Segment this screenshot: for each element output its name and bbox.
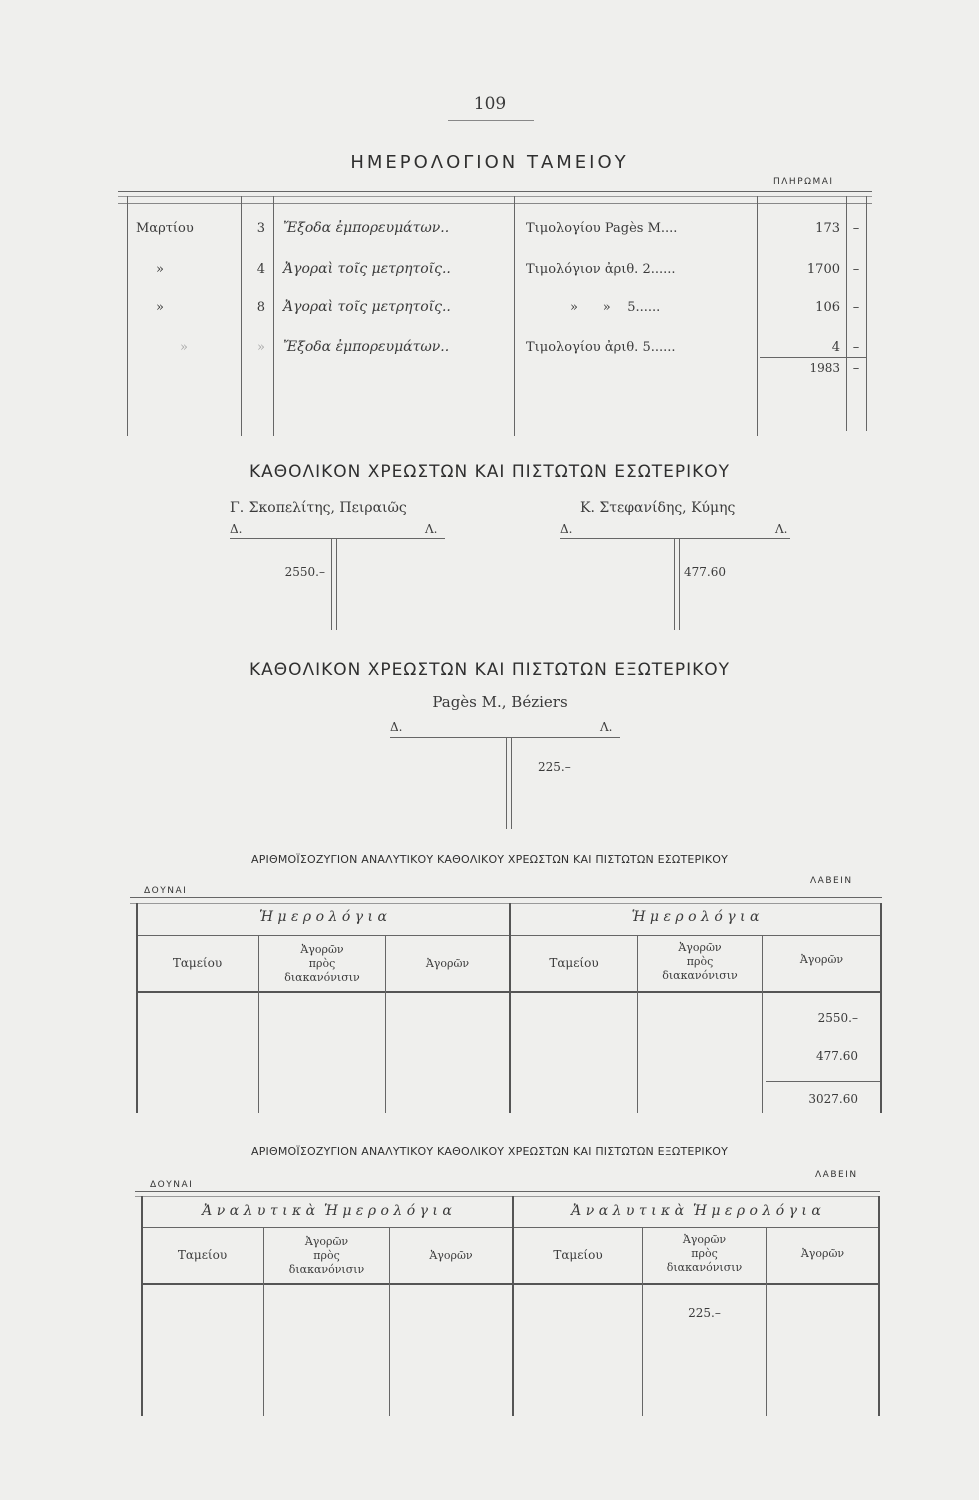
row-amount: 173: [815, 221, 840, 236]
row-amount: 106: [815, 300, 840, 315]
journal-total: 1983: [809, 361, 840, 375]
col-purchases-line3: διακανόνισιν: [284, 971, 360, 984]
account-value: 2550.–: [284, 565, 325, 579]
trial-domestic-title: ΑΡΙΘΜΟΪΣΟΖΥΓΙΟΝ ΑΝΑΛΥΤΙΚΟΥ ΚΑΘΟΛΙΚΟΥ ΧΡΕΩΣΤΩΝ ΚΑΙ ΠΙΣΤΩΤΩΝ ΕΣΩΤΕΡΙΚΟΥ: [250, 853, 729, 866]
col-purchases-line3-right: διακανόνισιν: [666, 1261, 743, 1274]
account-name: Γ. Σκοπελίτης, Πειραιῶς: [230, 500, 407, 516]
col-purchases-line2: πρὸς: [308, 957, 336, 970]
col-purchases-line3-right: διακανόνισιν: [662, 969, 738, 982]
account-value: 477.60: [684, 565, 726, 579]
row-cents: –: [852, 221, 860, 236]
row-month: »: [156, 262, 164, 277]
col-purchases-line2-right: πρὸς: [686, 955, 714, 968]
row-description: » » 5......: [570, 300, 661, 315]
journal-top-rule: [118, 191, 872, 192]
row-day: 8: [256, 300, 265, 315]
col-cash-right: Ταμείου: [549, 956, 599, 970]
row-cents: –: [852, 300, 860, 315]
row-account: Ἀγοραὶ τοῖς μετρητοῖς..: [283, 299, 451, 315]
col-cash: Ταμείου: [172, 956, 223, 970]
debit-label: Δ.: [390, 720, 403, 734]
row-description: Τιμολόγιον ἀριθ. 2......: [526, 262, 676, 277]
row-cents: –: [852, 262, 860, 277]
group-right: Ἀ ν α λ υ τ ι κ ὰ Ἡ μ ε ρ ο λ ό γ ι α: [571, 1203, 821, 1219]
row-account: Ἔξοδα ἐμπορευμάτων..: [283, 220, 450, 236]
col-purchases-line2-right: πρὸς: [691, 1247, 718, 1260]
col-purchases-line1: Ἀγορῶν: [304, 1235, 349, 1248]
col-cash: Ταμείου: [177, 1248, 228, 1262]
col-purchases-right: Ἀγορῶν: [800, 1247, 845, 1260]
col-purchases-line1-right: Ἀγορῶν: [682, 1233, 727, 1246]
credit-label: Λ.: [425, 522, 438, 536]
credit-label: Λ.: [600, 720, 613, 734]
col-purchases: Ἀγορῶν: [425, 957, 470, 970]
col-purchases-line1: Ἀγορῶν: [300, 943, 344, 956]
account-value: 225.–: [538, 760, 571, 774]
journal-total-cents: –: [852, 361, 860, 376]
row-account: Ἔξοδα ἐμπορευμάτων..: [283, 339, 450, 355]
group-left: Ἡ μ ε ρ ο λ ό γ ι α: [259, 909, 387, 925]
account-name: Pagès M., Béziers: [432, 693, 568, 711]
trial-domestic-left-tag: ΔΟΥΝΑΙ: [144, 886, 188, 896]
col-purchases-line1-right: Ἀγορῶν: [678, 941, 722, 954]
group-left: Ἀ ν α λ υ τ ι κ ὰ Ἡ μ ε ρ ο λ ό γ ι α: [202, 1203, 452, 1219]
domestic-title: ΚΑΘΟΛΙΚΟΝ ΧΡΕΩΣΤΩΝ ΚΑΙ ΠΙΣΤΩΤΩΝ ΕΣΩΤΕΡΙΚΟΥ: [248, 462, 731, 482]
value-2: 477.60: [816, 1049, 858, 1063]
credit-label: Λ.: [775, 522, 788, 536]
col-cash-right: Ταμείου: [553, 1248, 603, 1262]
row-amount: 1700: [806, 262, 840, 277]
journal-title: ΗΜΕΡΟΛΟΓΙΟΝ ΤΑΜΕΙΟΥ: [350, 152, 629, 173]
row-month: Μαρτίου: [136, 221, 194, 236]
row-description: Τιμολογίου ἀριθ. 5......: [526, 340, 676, 355]
total-value: 3027.60: [808, 1092, 858, 1106]
page-number-rule: [448, 120, 534, 121]
trial-foreign-right-tag: ΛΑΒΕΙΝ: [815, 1170, 858, 1180]
col-purchases: Ἀγορῶν: [429, 1249, 473, 1262]
row-day: 3: [256, 221, 265, 236]
trial-domestic-right-tag: ΛΑΒΕΙΝ: [810, 876, 853, 886]
col-purchases-line2: πρὸς: [313, 1249, 340, 1262]
debit-label: Δ.: [560, 522, 573, 536]
row-day: 4: [256, 262, 265, 277]
col-purchases-right: Ἀγορῶν: [799, 953, 844, 966]
journal-side-label: ΠΛΗΡΩΜΑΙ: [773, 177, 834, 187]
row-description: Τιμολογίου Pagès M....: [526, 221, 678, 236]
row-amount: 4: [831, 340, 840, 355]
row-month: »: [156, 300, 164, 315]
trial-foreign-left-tag: ΔΟΥΝΑΙ: [150, 1180, 194, 1190]
row-account: Ἀγοραὶ τοῖς μετρητοῖς..: [283, 261, 451, 277]
row-cents: –: [852, 340, 860, 355]
debit-label: Δ.: [230, 522, 243, 536]
account-name: Κ. Στεφανίδης, Κύμης: [580, 500, 736, 516]
col-purchases-line3: διακανόνισιν: [288, 1263, 365, 1276]
row-day: »: [257, 340, 265, 355]
journal-sum-rule: [760, 357, 866, 358]
trial-foreign-title: ΑΡΙΘΜΟΪΣΟΖΥΓΙΟΝ ΑΝΑΛΥΤΙΚΟΥ ΚΑΘΟΛΙΚΟΥ ΧΡΕΩΣΤΩΝ ΚΑΙ ΠΙΣΤΩΤΩΝ ΕΞΩΤΕΡΙΚΟΥ: [250, 1145, 729, 1158]
value-1: 2550.–: [817, 1011, 858, 1025]
foreign-title: ΚΑΘΟΛΙΚΟΝ ΧΡΕΩΣΤΩΝ ΚΑΙ ΠΙΣΤΩΤΩΝ ΕΞΩΤΕΡΙΚΟΥ: [248, 660, 731, 680]
group-right: Ἡ μ ε ρ ο λ ό γ ι α: [631, 909, 760, 925]
row-month: »: [180, 340, 188, 355]
page-number: 109: [473, 94, 507, 114]
value: 225.–: [688, 1306, 721, 1320]
